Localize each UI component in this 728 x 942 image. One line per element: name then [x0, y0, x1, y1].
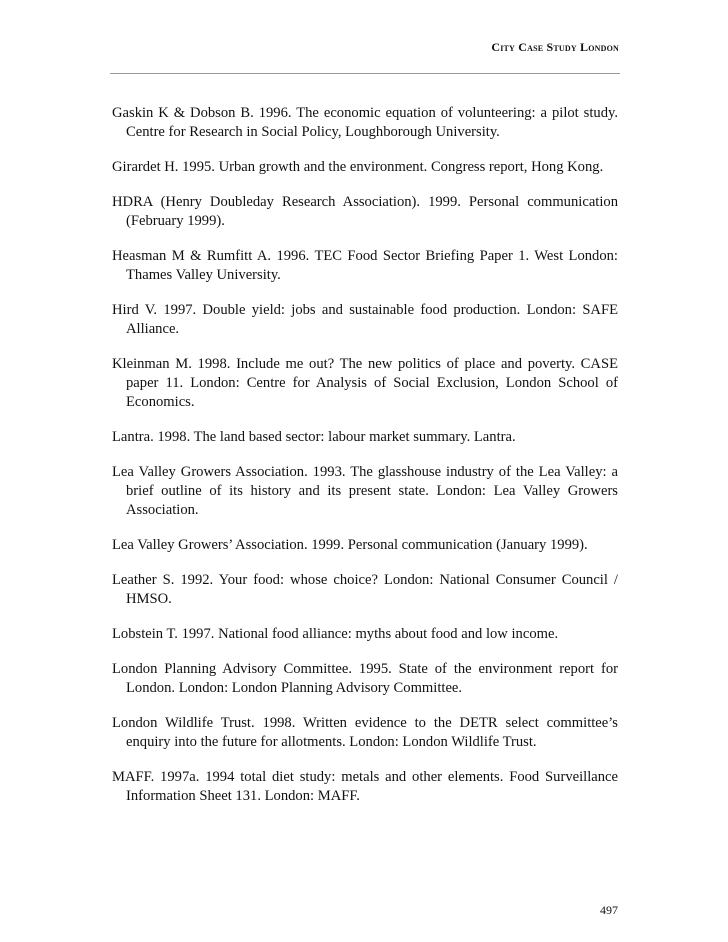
running-header: City Case Study London — [491, 40, 619, 54]
reference-entry: Lea Valley Growers Association. 1993. The glasshouse industry of the Lea Valley: a brief outline of its history and its present state. London: Lea Valley Growers Association. — [112, 464, 618, 518]
reference-entry: HDRA (Henry Doubleday Research Association). 1999. Personal communication (February 1999). — [112, 194, 618, 229]
reference-entry: MAFF. 1997a. 1994 total diet study: metals and other elements. Food Surveillance Information Sheet 131. London: MAFF. — [112, 769, 618, 804]
reference-entry: Kleinman M. 1998. Include me out? The new politics of place and poverty. CASE paper 11. London: Centre for Analysis of Social Exclusion, London School of Economics. — [112, 356, 618, 410]
reference-entry: Gaskin K & Dobson B. 1996. The economic equation of volunteering: a pilot study. Centre for Research in Social Policy, Loughborough University. — [112, 105, 618, 140]
reference-entry: Girardet H. 1995. Urban growth and the environment. Congress report, Hong Kong. — [112, 159, 604, 175]
page-number: 497 — [600, 903, 618, 917]
reference-entry: Heasman M & Rumfitt A. 1996. TEC Food Sector Briefing Paper 1. West London: Thames Valley University. — [112, 248, 618, 283]
reference-entry: Lobstein T. 1997. National food alliance: myths about food and low income. — [112, 626, 559, 642]
reference-entry: London Wildlife Trust. 1998. Written evidence to the DETR select committee’s enquiry into the future for allotments. London: London Wildlife Trust. — [112, 715, 618, 750]
reference-entry: Hird V. 1997. Double yield: jobs and sustainable food production. London: SAFE Alliance. — [112, 302, 618, 337]
reference-entry: Lantra. 1998. The land based sector: labour market summary. Lantra. — [112, 429, 516, 445]
reference-entry: London Planning Advisory Committee. 1995. State of the environment report for London. London: London Planning Advisory Committee. — [112, 661, 618, 696]
reference-list — [112, 104, 618, 822]
reference-entry: Leather S. 1992. Your food: whose choice? London: National Consumer Council / HMSO. — [112, 572, 618, 607]
reference-entry: Lea Valley Growers’ Association. 1999. Personal communication (January 1999). — [112, 537, 588, 553]
header-divider — [110, 73, 620, 74]
